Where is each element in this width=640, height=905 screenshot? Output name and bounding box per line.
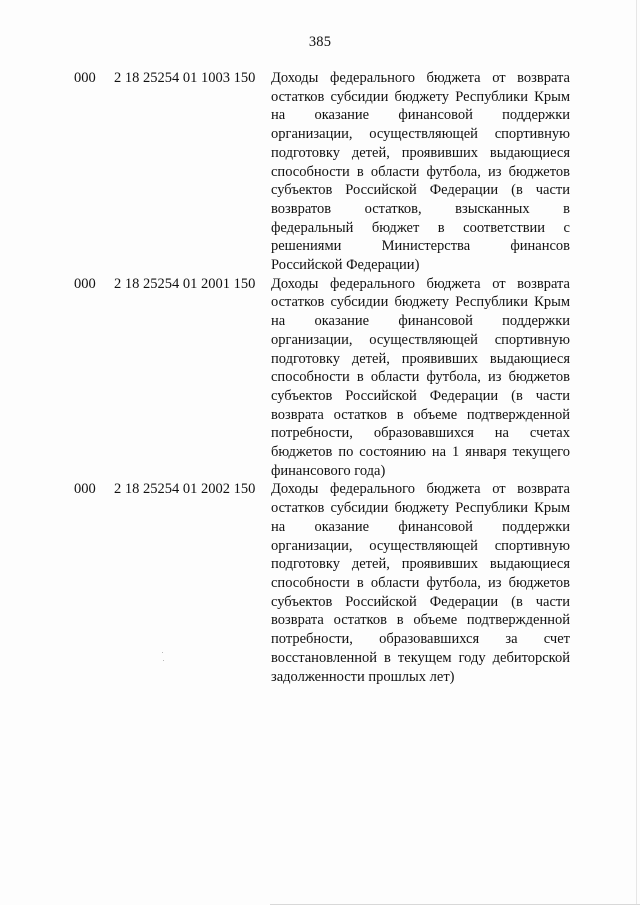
budget-classification-code: 2 18 25254 01 2001 150: [114, 275, 256, 292]
description-line: Доходы федерального бюджета от возврата: [271, 70, 570, 86]
description-line: восстановленной в текущем году дебиторской: [271, 649, 570, 666]
description-line: субъектов Российской Федерации (в части: [271, 387, 570, 404]
page-number: 385: [308, 34, 332, 50]
description-line: решениями Министерства финансов: [271, 238, 570, 255]
entry-description: [271, 69, 570, 275]
description-line: остатков субсидии бюджету Республики Крым: [271, 500, 570, 517]
description-line: финансового года): [271, 462, 386, 479]
description-line: возвратов остатков, взысканных в: [271, 200, 570, 217]
description-line: способности в области футбола, из бюджетов: [271, 369, 570, 386]
description-line: подготовку детей, проявивших выдающиеся: [271, 350, 570, 367]
budget-code-table: [0, 69, 640, 686]
description-line: федеральный бюджет в соответствии с: [271, 219, 570, 236]
description-line: потребности, образовавшихся за счет: [271, 631, 570, 648]
description-line: подготовку детей, проявивших выдающиеся: [271, 144, 570, 161]
budget-classification-code: 2 18 25254 01 1003 150: [114, 70, 256, 86]
description-line: Доходы федерального бюджета от возврата: [271, 275, 570, 292]
budget-entry: [0, 480, 640, 686]
description-line: организации, осуществляющей спортивную: [271, 331, 570, 348]
scan-speck: [163, 660, 164, 661]
description-line: подготовку детей, проявивших выдающиеся: [271, 556, 570, 573]
admin-code: 000: [74, 70, 96, 86]
description-line: на оказание финансовой поддержки: [271, 313, 570, 330]
description-line: способности в области футбола, из бюджетов: [271, 163, 570, 180]
admin-code: 000: [74, 275, 96, 292]
description-line: субъектов Российской Федерации (в части: [271, 593, 570, 610]
budget-entry: [0, 275, 640, 481]
description-line: потребности, образовавшихся на счетах: [271, 425, 570, 442]
description-line: возврата остатков в объеме подтвержденной: [271, 612, 570, 629]
scan-speck: [162, 652, 163, 653]
budget-classification-code: 2 18 25254 01 2002 150: [114, 481, 256, 498]
description-line: остатков субсидии бюджету Республики Крым: [271, 88, 570, 105]
description-line: на оказание финансовой поддержки: [271, 107, 570, 124]
description-line: Российской Федерации): [271, 257, 420, 274]
budget-entry: [0, 69, 640, 275]
description-line: организации, осуществляющей спортивную: [271, 537, 570, 554]
entry-description: [271, 275, 570, 481]
admin-code: 000: [74, 481, 96, 498]
description-line: бюджетов по состоянию на 1 января текущего: [271, 444, 570, 461]
entry-description: [271, 480, 570, 686]
description-line: способности в области футбола, из бюджетов: [271, 574, 570, 591]
description-line: организации, осуществляющей спортивную: [271, 126, 570, 143]
description-line: Доходы федерального бюджета от возврата: [271, 481, 570, 498]
description-line: субъектов Российской Федерации (в части: [271, 182, 570, 199]
description-line: остатков субсидии бюджету Республики Крым: [271, 294, 570, 311]
description-line: возврата остатков в объеме подтвержденной: [271, 406, 570, 423]
description-line: на оказание финансовой поддержки: [271, 518, 570, 535]
description-line: задолженности прошлых лет): [271, 668, 455, 685]
scan-edge-line: [636, 0, 637, 905]
